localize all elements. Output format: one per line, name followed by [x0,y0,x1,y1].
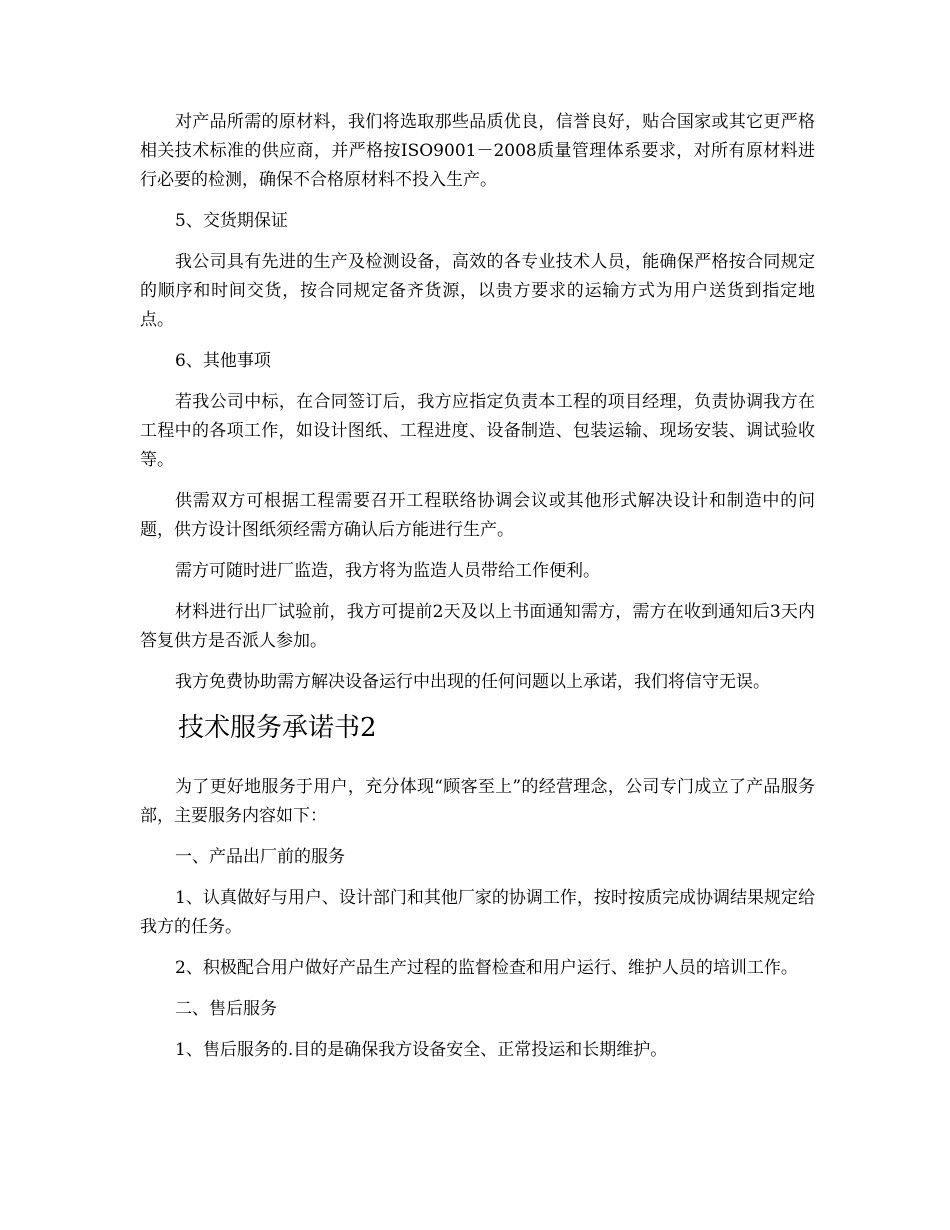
paragraph-free-assistance: 我方免费协助需方解决设备运行中出现的任何问题以上承诺，我们将信守无误。 [175,672,770,692]
section-heading-pre-shipment: 一、产品出厂前的服务 [175,847,345,867]
paragraph-coordination: 供需双方可根据工程需要召开工程联络协调会议或其他形式解决设计和制造中的问题，供方设计图纸须经需方确认后方能进行生产。 [140,491,815,540]
paragraph-item-2-training: 2、积极配合用户做好产品生产过程的监督检查和用户运行、维护人员的培训工作。 [175,958,798,978]
paragraph-item-1-coordination: 1、认真做好与用户、设计部门和其他厂家的协调工作，按时按质完成协调结果规定给我方的任务。 [140,888,815,937]
paragraph-raw-materials: 对产品所需的原材料，我们将选取那些品质优良，信誉良好，贴合国家或其它更严格相关技术标准的供应商，并严格按ISO9001－2008质量管理体系要求，对所有原材料进行必要的检测，确保不合格原材料不投入生产。 [140,112,815,190]
paragraph-delivery: 我公司具有先进的生产及检测设备，高效的各专业技术人员，能确保严格按合同规定的顺序和时间交货，按合同规定备齐货源，以贵方要求的运输方式为用户送货到指定地点。 [140,252,815,330]
paragraph-supervision: 需方可随时进厂监造，我方将为监造人员带给工作便利。 [175,561,600,581]
paragraph-project-manager: 若我公司中标，在合同签订后，我方应指定负责本工程的项目经理，负责协调我方在工程中的各项工作，如设计图纸、工程进度、设备制造、包装运输、现场安装、调试验收等。 [140,392,815,470]
document-body [140,108,815,1077]
document-title: 技术服务承诺书2 [178,713,377,743]
section-heading-after-sales: 二、售后服务 [175,999,277,1019]
paragraph-after-sales-purpose: 1、售后服务的.目的是确保我方设备安全、正常投运和长期维护。 [175,1040,668,1060]
paragraph-intro: 为了更好地服务于用户，充分体现“顾客至上”的经营理念，公司专门成立了产品服务部，主要服务内容如下： [140,777,815,826]
section-heading-delivery: 5、交货期保证 [175,211,288,231]
paragraph-factory-test: 材料进行出厂试验前，我方可提前2天及以上书面通知需方，需方在收到通知后3天内答复供方是否派人参加。 [140,602,815,651]
section-heading-other: 6、其他事项 [175,351,271,371]
